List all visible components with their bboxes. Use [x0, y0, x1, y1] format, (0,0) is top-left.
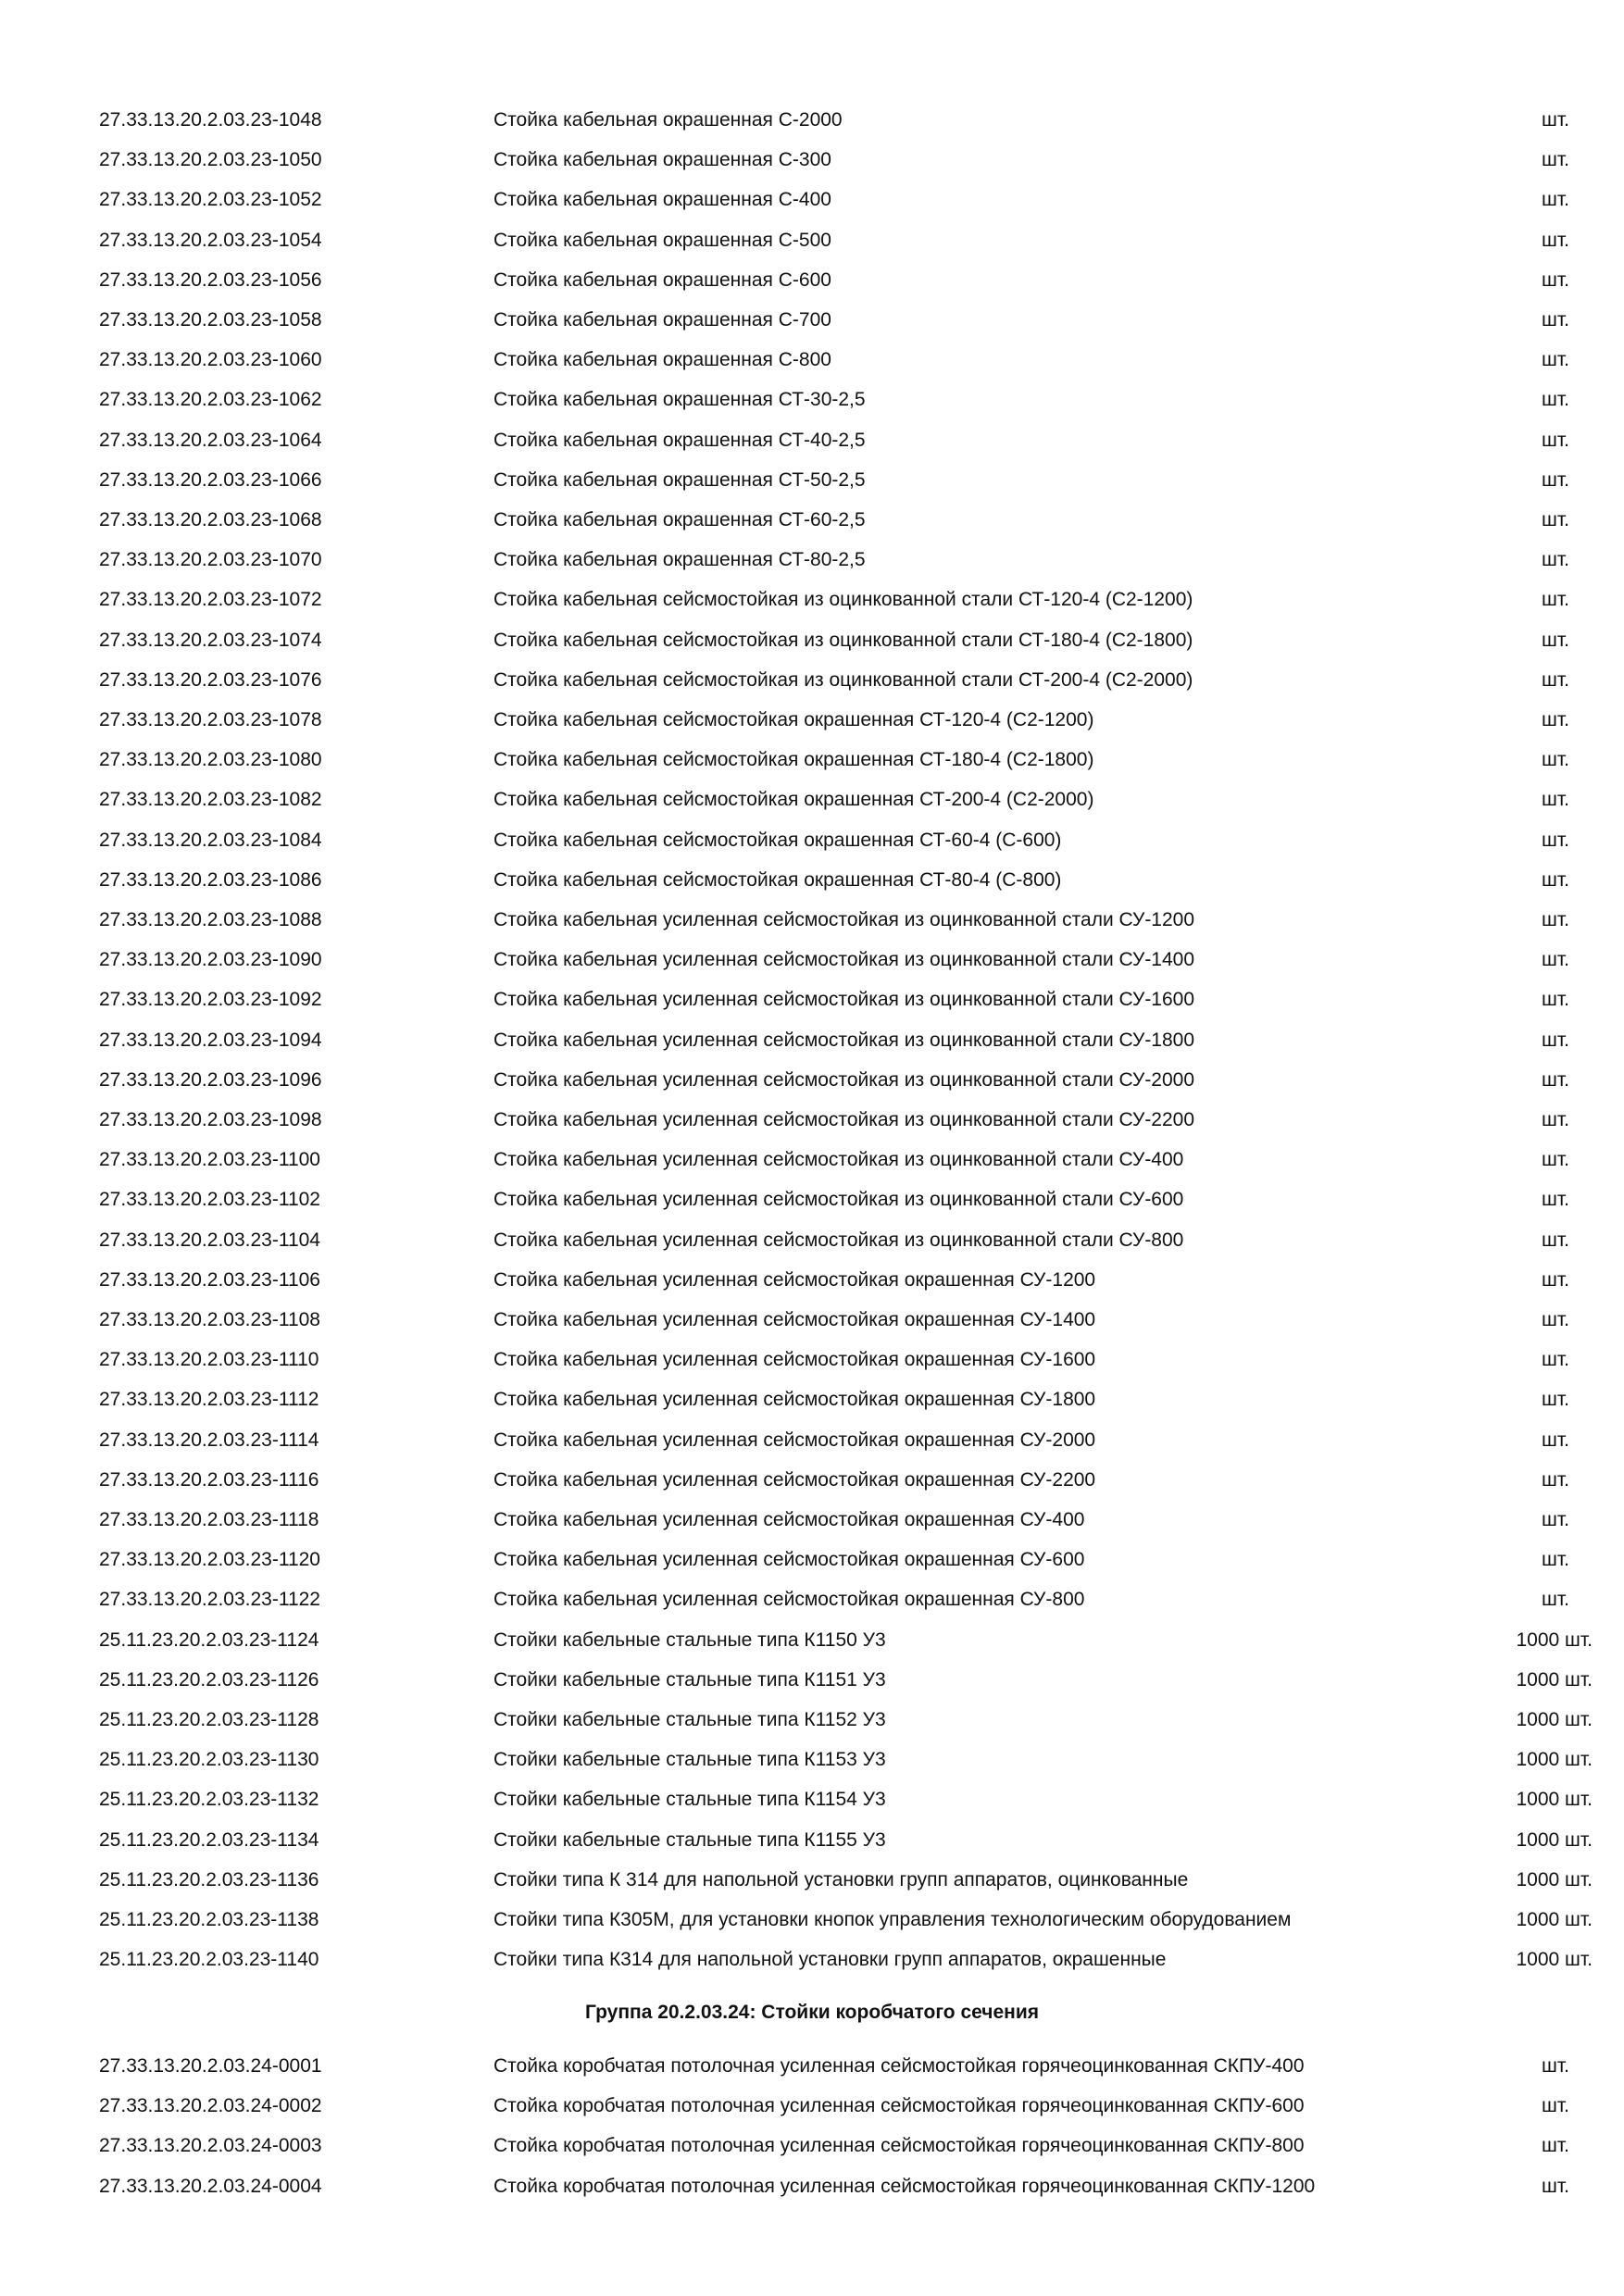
item-code: 27.33.13.20.2.03.23-1070	[99, 549, 322, 571]
item-unit: шт.	[1542, 789, 1569, 811]
item-name: Стойка кабельная окрашенная С-300	[493, 149, 831, 171]
item-code: 27.33.13.20.2.03.23-1062	[99, 389, 322, 411]
table-row	[0, 1627, 1624, 1654]
item-unit: шт.	[1542, 229, 1569, 251]
item-code: 27.33.13.20.2.03.23-1054	[99, 229, 322, 251]
table-row	[0, 2092, 1624, 2120]
item-name: Стойки типа К 314 для напольной установки групп аппаратов, оцинкованные	[493, 1868, 1189, 1890]
item-code: 27.33.13.20.2.03.23-1060	[99, 349, 322, 371]
item-name: Стойка кабельная окрашенная С-2000	[493, 109, 843, 131]
item-code: 27.33.13.20.2.03.23-1088	[99, 909, 322, 930]
table-row	[0, 146, 1624, 174]
item-code: 27.33.13.20.2.03.23-1078	[99, 709, 322, 730]
item-name: Стойка коробчатая потолочная усиленная сейсмостойкая горячеоцинкованная СКПУ-800	[493, 2135, 1305, 2157]
item-unit: 1000 шт.	[1516, 1828, 1593, 1851]
table-row	[0, 106, 1624, 134]
table-row	[0, 2132, 1624, 2160]
item-unit: шт.	[1542, 109, 1569, 131]
table-row	[0, 1827, 1624, 1854]
table-row	[0, 1586, 1624, 1614]
item-name: Стойка кабельная окрашенная С-700	[493, 309, 831, 331]
table-row	[0, 2173, 1624, 2201]
table-row	[0, 706, 1624, 734]
item-unit: шт.	[1542, 2135, 1569, 2157]
item-name: Стойка коробчатая потолочная усиленная сейсмостойкая горячеоцинкованная СКПУ-400	[493, 2055, 1305, 2077]
item-unit: шт.	[1542, 909, 1569, 930]
item-unit: шт.	[1542, 868, 1569, 891]
table-row	[0, 1706, 1624, 1734]
table-row	[0, 546, 1624, 574]
table-row	[0, 267, 1624, 294]
item-unit: шт.	[1542, 1549, 1569, 1571]
item-code: 25.11.23.20.2.03.23-1134	[99, 1828, 319, 1851]
item-name: Стойка кабельная усиленная сейсмостойкая окрашенная СУ-1400	[493, 1309, 1096, 1330]
table-row	[0, 1546, 1624, 1574]
item-unit: 1000 шт.	[1516, 1949, 1593, 1971]
item-code: 27.33.13.20.2.03.23-1076	[99, 668, 322, 691]
item-name: Стойки кабельные стальные типа К1150 У3	[493, 1628, 886, 1651]
item-name: Стойка кабельная окрашенная СТ-60-2,5	[493, 509, 866, 530]
item-code: 25.11.23.20.2.03.23-1130	[99, 1749, 319, 1771]
item-name: Стойка кабельная окрашенная СТ-40-2,5	[493, 429, 866, 451]
table-row	[0, 427, 1624, 455]
item-name: Стойка кабельная сейсмостойкая окрашенная СТ-60-4 (С-600)	[493, 829, 1062, 851]
table-row	[0, 746, 1624, 774]
item-name: Стойка кабельная усиленная сейсмостойкая окрашенная СУ-1200	[493, 1268, 1096, 1291]
group-heading: Группа 20.2.03.24: Стойки коробчатого сечения	[584, 2002, 1040, 2023]
item-unit: шт.	[1542, 1068, 1569, 1091]
table-row	[0, 1946, 1624, 1974]
item-name: Стойка кабельная окрашенная СТ-80-2,5	[493, 549, 866, 571]
item-name: Стойка кабельная усиленная сейсмостойкая окрашенная СУ-800	[493, 1589, 1085, 1611]
item-name: Стойка кабельная сейсмостойкая окрашенная СТ-80-4 (С-800)	[493, 868, 1062, 891]
item-name: Стойки кабельные стальные типа К1153 У3	[493, 1749, 886, 1771]
item-unit: шт.	[1542, 509, 1569, 530]
item-code: 27.33.13.20.2.03.23-1110	[99, 1349, 319, 1371]
table-row	[0, 867, 1624, 894]
table-row	[0, 1106, 1624, 1134]
item-name: Стойка коробчатая потолочная усиленная сейсмостойкая горячеоцинкованная СКПУ-1200	[493, 2175, 1316, 2197]
item-code: 27.33.13.20.2.03.23-1064	[99, 429, 322, 451]
item-code: 27.33.13.20.2.03.23-1090	[99, 949, 322, 971]
item-code: 27.33.13.20.2.03.23-1050	[99, 149, 322, 171]
item-code: 25.11.23.20.2.03.23-1132	[99, 1789, 319, 1811]
item-name: Стойки типа К314 для напольной установки групп аппаратов, окрашенные	[493, 1949, 1167, 1971]
table-row	[0, 1786, 1624, 1814]
item-name: Стойка кабельная сейсмостойкая окрашенная СТ-120-4 (С2-1200)	[493, 709, 1094, 730]
item-code: 27.33.13.20.2.03.24-0001	[99, 2055, 322, 2077]
item-code: 27.33.13.20.2.03.24-0004	[99, 2175, 322, 2197]
table-row	[0, 506, 1624, 534]
item-unit: шт.	[1542, 1109, 1569, 1130]
item-code: 25.11.23.20.2.03.23-1140	[99, 1949, 319, 1971]
table-row	[0, 1306, 1624, 1334]
item-name: Стойка кабельная усиленная сейсмостойкая из оцинкованной стали СУ-1800	[493, 1029, 1195, 1051]
item-name: Стойка кабельная сейсмостойкая окрашенная СТ-180-4 (С2-1800)	[493, 749, 1094, 771]
table-row	[0, 906, 1624, 934]
item-unit: шт.	[1542, 2055, 1569, 2077]
item-code: 27.33.13.20.2.03.23-1122	[99, 1589, 320, 1611]
item-unit: шт.	[1542, 189, 1569, 211]
item-code: 27.33.13.20.2.03.23-1082	[99, 789, 322, 811]
item-name: Стойка кабельная усиленная сейсмостойкая окрашенная СУ-2000	[493, 1429, 1096, 1451]
item-unit: шт.	[1542, 749, 1569, 771]
item-unit: шт.	[1542, 1389, 1569, 1411]
table-row	[0, 1506, 1624, 1534]
item-name: Стойка кабельная усиленная сейсмостойкая из оцинкованной стали СУ-1600	[493, 989, 1195, 1011]
table-row	[0, 946, 1624, 974]
table-row	[0, 586, 1624, 614]
item-code: 27.33.13.20.2.03.23-1102	[99, 1189, 320, 1211]
item-name: Стойка кабельная усиленная сейсмостойкая окрашенная СУ-400	[493, 1509, 1085, 1530]
item-name: Стойки кабельные стальные типа К1154 У3	[493, 1789, 886, 1811]
item-unit: шт.	[1542, 1589, 1569, 1611]
item-unit: шт.	[1542, 389, 1569, 411]
item-name: Стойка кабельная окрашенная С-800	[493, 349, 831, 371]
table-row	[0, 786, 1624, 814]
table-row	[0, 986, 1624, 1014]
item-unit: шт.	[1542, 349, 1569, 371]
table-row	[0, 667, 1624, 694]
item-unit: шт.	[1542, 1429, 1569, 1451]
item-unit: шт.	[1542, 2175, 1569, 2197]
item-code: 27.33.13.20.2.03.23-1118	[99, 1509, 319, 1530]
item-name: Стойка кабельная сейсмостойкая из оцинкованной стали СТ-200-4 (С2-2000)	[493, 668, 1193, 691]
item-unit: 1000 шт.	[1516, 1789, 1593, 1811]
item-name: Стойка кабельная усиленная сейсмостойкая из оцинкованной стали СУ-1400	[493, 949, 1195, 971]
item-name: Стойка кабельная окрашенная СТ-30-2,5	[493, 389, 866, 411]
item-name: Стойка кабельная окрашенная С-400	[493, 189, 831, 211]
table-row	[0, 1227, 1624, 1254]
item-unit: шт.	[1542, 989, 1569, 1011]
item-code: 27.33.13.20.2.03.23-1084	[99, 829, 322, 851]
item-name: Стойка коробчатая потолочная усиленная сейсмостойкая горячеоцинкованная СКПУ-600	[493, 2095, 1305, 2117]
item-code: 27.33.13.20.2.03.23-1120	[99, 1549, 320, 1571]
item-unit: шт.	[1542, 668, 1569, 691]
item-code: 25.11.23.20.2.03.23-1124	[99, 1628, 319, 1651]
item-unit: шт.	[1542, 1349, 1569, 1371]
item-code: 27.33.13.20.2.03.23-1052	[99, 189, 322, 211]
item-code: 27.33.13.20.2.03.23-1086	[99, 868, 322, 891]
table-row	[0, 1267, 1624, 1294]
item-code: 27.33.13.20.2.03.23-1048	[99, 109, 322, 131]
item-name: Стойка кабельная усиленная сейсмостойкая из оцинкованной стали СУ-2200	[493, 1109, 1195, 1130]
item-code: 27.33.13.20.2.03.23-1056	[99, 268, 322, 291]
item-unit: 1000 шт.	[1516, 1868, 1593, 1890]
item-name: Стойка кабельная усиленная сейсмостойкая окрашенная СУ-2200	[493, 1468, 1096, 1491]
item-name: Стойки кабельные стальные типа К1151 У3	[493, 1668, 886, 1691]
item-name: Стойка кабельная усиленная сейсмостойкая из оцинкованной стали СУ-600	[493, 1189, 1184, 1211]
item-unit: 1000 шт.	[1516, 1668, 1593, 1691]
item-unit: шт.	[1542, 268, 1569, 291]
item-name: Стойка кабельная окрашенная СТ-50-2,5	[493, 468, 866, 491]
table-row	[0, 1346, 1624, 1374]
item-name: Стойка кабельная сейсмостойкая окрашенная СТ-200-4 (С2-2000)	[493, 789, 1094, 811]
item-unit: шт.	[1542, 1468, 1569, 1491]
item-name: Стойки типа К305М, для установки кнопок управления технологическим оборудованием	[493, 1909, 1292, 1930]
item-name: Стойка кабельная усиленная сейсмостойкая из оцинкованной стали СУ-400	[493, 1149, 1184, 1171]
table-row	[0, 1386, 1624, 1414]
item-code: 25.11.23.20.2.03.23-1126	[99, 1668, 319, 1691]
item-unit: шт.	[1542, 629, 1569, 651]
item-unit: шт.	[1542, 709, 1569, 730]
item-name: Стойка кабельная усиленная сейсмостойкая из оцинкованной стали СУ-800	[493, 1229, 1184, 1251]
item-unit: шт.	[1542, 829, 1569, 851]
item-name: Стойка кабельная сейсмостойкая из оцинкованной стали СТ-180-4 (С2-1800)	[493, 629, 1193, 651]
table-row	[0, 827, 1624, 855]
item-name: Стойка кабельная усиленная сейсмостойкая окрашенная СУ-600	[493, 1549, 1085, 1571]
item-unit: шт.	[1542, 468, 1569, 491]
table-row	[0, 1067, 1624, 1094]
table-row	[0, 386, 1624, 414]
item-unit: 1000 шт.	[1516, 1709, 1593, 1730]
item-code: 27.33.13.20.2.03.24-0003	[99, 2135, 322, 2157]
table-row	[0, 186, 1624, 214]
table-row	[0, 627, 1624, 655]
item-name: Стойки кабельные стальные типа К1155 У3	[493, 1828, 886, 1851]
item-unit: шт.	[1542, 1149, 1569, 1171]
item-code: 27.33.13.20.2.03.23-1066	[99, 468, 322, 491]
table-row	[0, 1866, 1624, 1894]
item-code: 27.33.13.20.2.03.23-1106	[99, 1268, 320, 1291]
table-row	[0, 467, 1624, 494]
item-code: 27.33.13.20.2.03.23-1092	[99, 989, 322, 1011]
table-row	[0, 1027, 1624, 1054]
item-code: 27.33.13.20.2.03.23-1116	[99, 1468, 319, 1491]
item-name: Стойки кабельные стальные типа К1152 У3	[493, 1709, 886, 1730]
item-code: 25.11.23.20.2.03.23-1128	[99, 1709, 319, 1730]
item-code: 27.33.13.20.2.03.23-1074	[99, 629, 322, 651]
item-unit: шт.	[1542, 1029, 1569, 1051]
item-unit: шт.	[1542, 1509, 1569, 1530]
item-code: 27.33.13.20.2.03.24-0002	[99, 2095, 322, 2117]
item-unit: 1000 шт.	[1516, 1749, 1593, 1771]
item-unit: шт.	[1542, 589, 1569, 611]
item-code: 27.33.13.20.2.03.23-1096	[99, 1068, 322, 1091]
item-name: Стойка кабельная окрашенная С-500	[493, 229, 831, 251]
item-code: 27.33.13.20.2.03.23-1058	[99, 309, 322, 331]
table-row	[0, 346, 1624, 374]
item-unit: шт.	[1542, 549, 1569, 571]
item-name: Стойка кабельная усиленная сейсмостойкая окрашенная СУ-1800	[493, 1389, 1096, 1411]
item-code: 27.33.13.20.2.03.23-1080	[99, 749, 322, 771]
item-unit: шт.	[1542, 1309, 1569, 1330]
item-unit: шт.	[1542, 309, 1569, 331]
item-name: Стойка кабельная усиленная сейсмостойкая окрашенная СУ-1600	[493, 1349, 1096, 1371]
item-code: 27.33.13.20.2.03.23-1104	[99, 1229, 320, 1251]
item-code: 27.33.13.20.2.03.23-1108	[99, 1309, 320, 1330]
item-code: 27.33.13.20.2.03.23-1068	[99, 509, 322, 530]
item-unit: шт.	[1542, 949, 1569, 971]
item-unit: шт.	[1542, 2095, 1569, 2117]
table-row	[0, 1466, 1624, 1494]
item-unit: 1000 шт.	[1516, 1909, 1593, 1930]
item-unit: шт.	[1542, 149, 1569, 171]
item-code: 27.33.13.20.2.03.23-1072	[99, 589, 322, 611]
table-row	[0, 1666, 1624, 1694]
table-row	[0, 227, 1624, 255]
item-name: Стойка кабельная усиленная сейсмостойкая из оцинкованной стали СУ-1200	[493, 909, 1195, 930]
item-name: Стойка кабельная сейсмостойкая из оцинкованной стали СТ-120-4 (С2-1200)	[493, 589, 1193, 611]
item-name: Стойка кабельная окрашенная С-600	[493, 268, 831, 291]
table-row	[0, 1746, 1624, 1774]
table-row	[0, 1427, 1624, 1454]
item-code: 27.33.13.20.2.03.23-1098	[99, 1109, 322, 1130]
item-unit: шт.	[1542, 1268, 1569, 1291]
item-code: 25.11.23.20.2.03.23-1136	[99, 1868, 319, 1890]
item-code: 27.33.13.20.2.03.23-1094	[99, 1029, 322, 1051]
item-code: 27.33.13.20.2.03.23-1114	[99, 1429, 319, 1451]
table-row	[0, 2053, 1624, 2080]
item-unit: шт.	[1542, 429, 1569, 451]
item-code: 27.33.13.20.2.03.23-1112	[99, 1389, 319, 1411]
item-name: Стойка кабельная усиленная сейсмостойкая из оцинкованной стали СУ-2000	[493, 1068, 1195, 1091]
table-row	[0, 1906, 1624, 1934]
item-code: 25.11.23.20.2.03.23-1138	[99, 1909, 319, 1930]
table-row	[0, 1186, 1624, 1214]
item-unit: шт.	[1542, 1189, 1569, 1211]
item-code: 27.33.13.20.2.03.23-1100	[99, 1149, 320, 1171]
item-unit: 1000 шт.	[1516, 1628, 1593, 1651]
table-row	[0, 306, 1624, 334]
table-row	[0, 1146, 1624, 1174]
item-unit: шт.	[1542, 1229, 1569, 1251]
